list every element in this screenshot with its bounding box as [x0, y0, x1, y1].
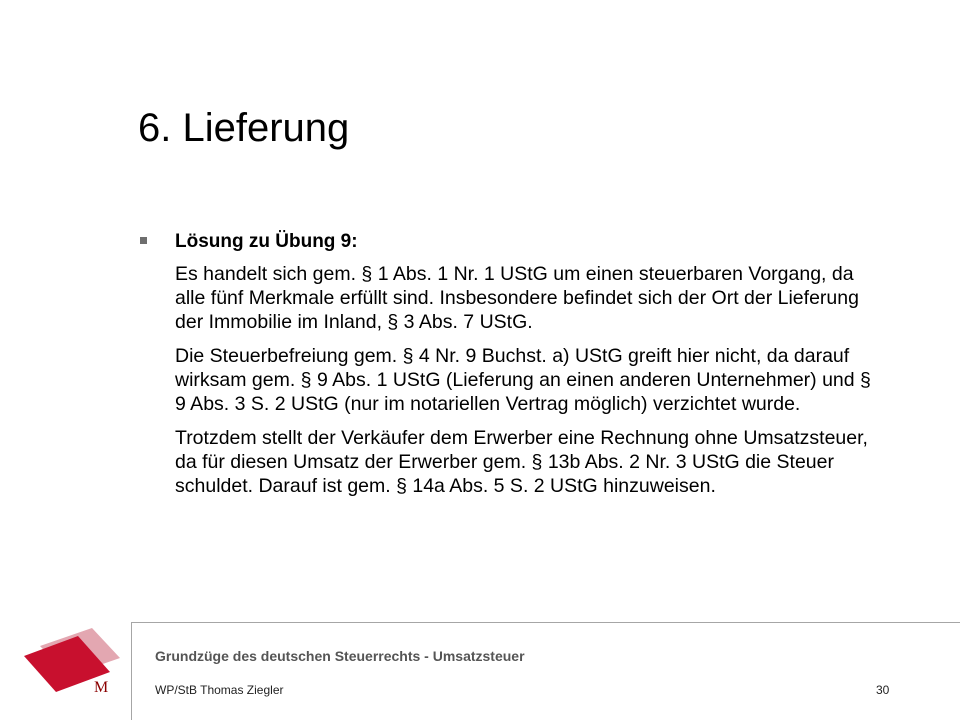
footer-horizontal-divider	[131, 622, 960, 623]
square-bullet-icon	[140, 237, 147, 244]
paragraph-1: Es handelt sich gem. § 1 Abs. 1 Nr. 1 UStG um einen steuerbaren Vorgang, da alle fünf Merkmale erfüllt sind. Insbesondere befindet sich der Ort der Lieferung der Immobilie im Inland, § 3 Abs. 7 UStG.	[175, 263, 859, 333]
paragraph-3: Trotzdem stellt der Verkäufer dem Erwerber eine Rechnung ohne Umsatzsteuer, da für diesen Umsatz der Erwerber gem. § 13b Abs. 2 Nr. 3 UStG die Steuer schuldet. Darauf ist gem. § 14a Abs. 5 S. 2 UStG hinzuweisen.	[175, 427, 868, 497]
bullet-item	[140, 228, 900, 262]
slide-title: 6. Lieferung	[138, 106, 350, 150]
slide-content	[140, 228, 900, 508]
page-number: 30	[876, 683, 890, 697]
footer-vertical-divider	[131, 622, 132, 720]
footer-author: WP/StB Thomas Ziegler	[155, 683, 284, 697]
university-logo-icon	[20, 628, 120, 698]
bullet-heading: Lösung zu Übung 9:	[175, 231, 358, 252]
logo-letter: M	[94, 679, 109, 696]
footer-course-title: Grundzüge des deutschen Steuerrechts - Umsatzsteuer	[155, 648, 525, 664]
paragraph-2: Die Steuerbefreiung gem. § 4 Nr. 9 Buchst. a) UStG greift hier nicht, da darauf wirksam gem. § 9 Abs. 1 UStG (Lieferung an einen anderen Unternehmer) und § 9 Abs. 3 S. 2 UStG (nur im notariellen Vertrag möglich) verzichtet wurde.	[175, 345, 871, 415]
